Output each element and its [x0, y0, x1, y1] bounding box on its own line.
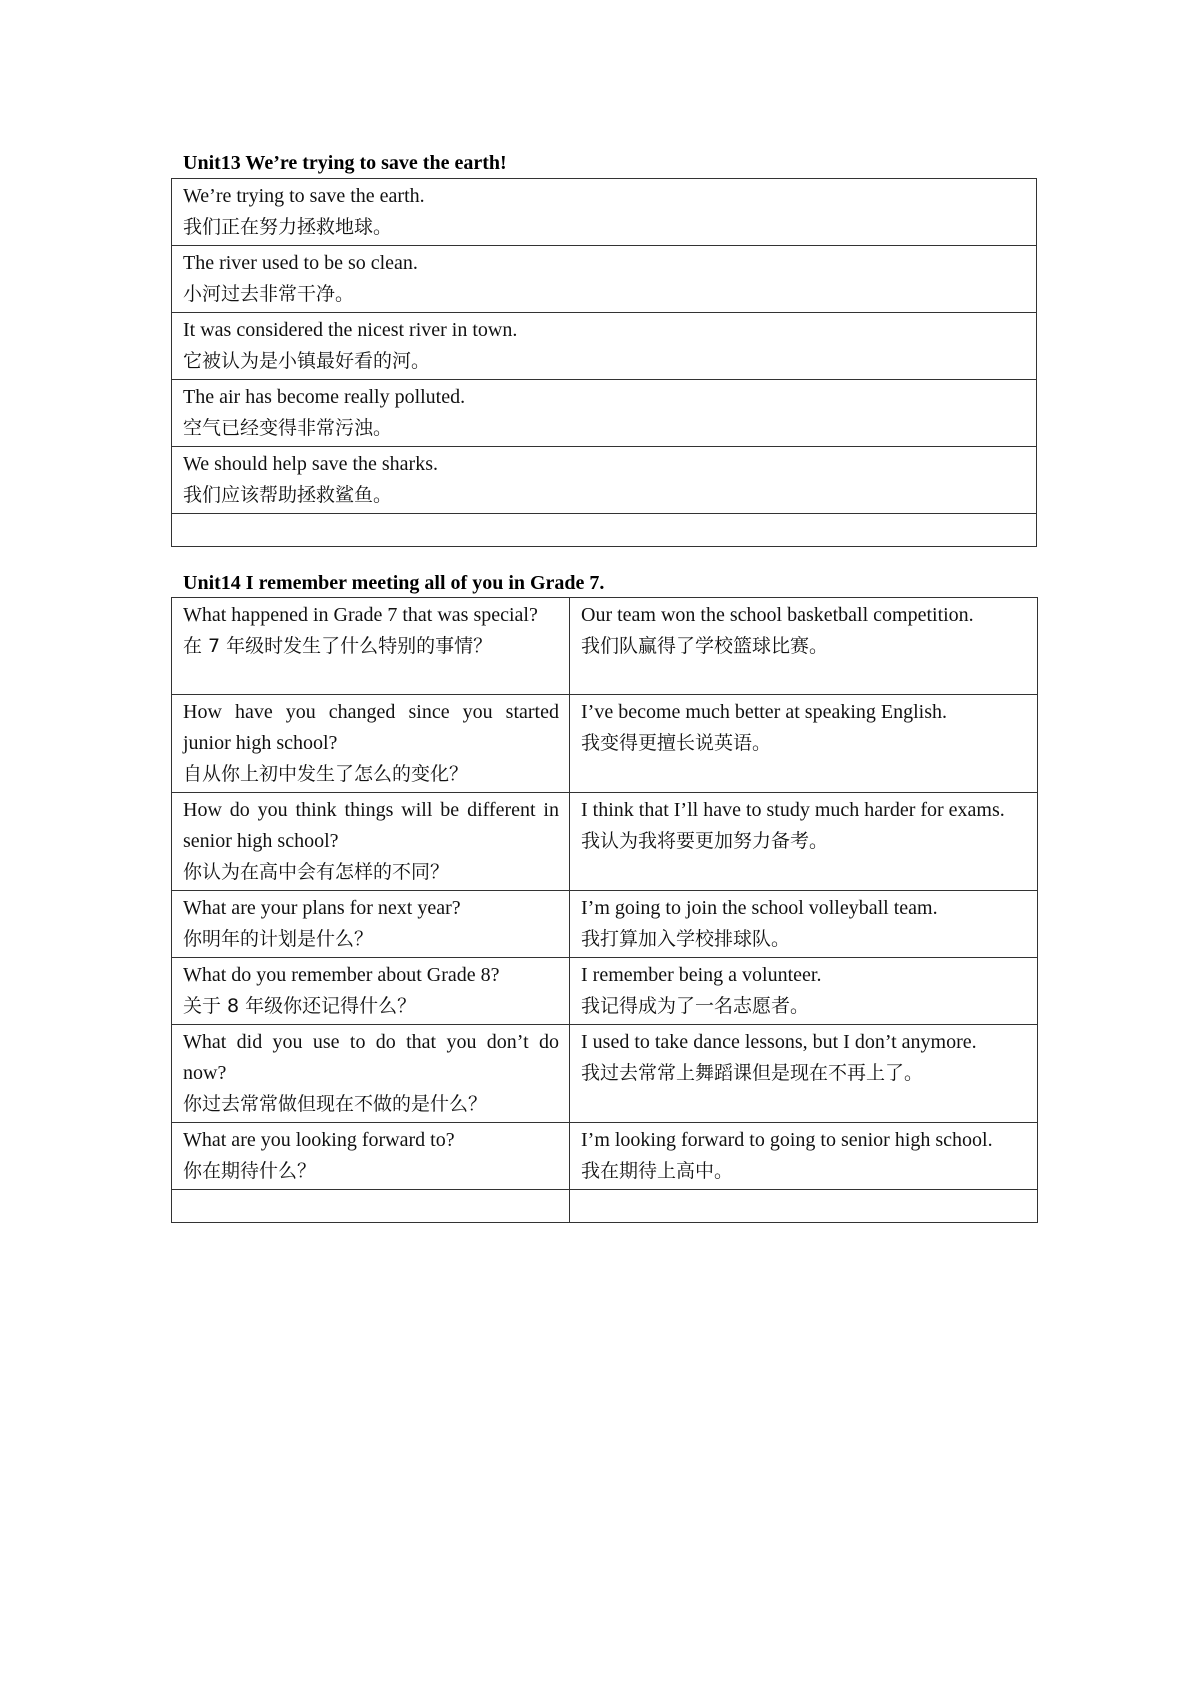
empty-row	[172, 514, 1037, 547]
sentence-cell	[172, 179, 1037, 246]
sentence-cell	[172, 313, 1037, 380]
question-english: What do you remember about Grade 8?	[183, 964, 500, 986]
table-row	[172, 1025, 1038, 1123]
chinese-translation: 小河过去非常干净。	[183, 283, 355, 305]
answer-english: I’m looking forward to going to senior high school.	[581, 1129, 993, 1151]
answer-chinese: 我认为我将要更加努力备考。	[581, 830, 829, 852]
question-chinese: 自从你上初中发生了怎么的变化？	[183, 763, 469, 785]
answer-chinese: 我在期待上高中。	[581, 1160, 734, 1182]
question-english: What happened in Grade 7 that was special?	[183, 604, 538, 626]
question-cell	[172, 891, 570, 958]
answer-chinese: 我过去常常上舞蹈课但是现在不再上了。	[581, 1062, 924, 1084]
question-english: What are your plans for next year?	[183, 897, 461, 919]
question-english: How do you think things will be different in senior high school?	[183, 799, 559, 852]
table-row	[172, 793, 1038, 891]
table-row	[172, 179, 1037, 246]
table-row	[172, 958, 1038, 1025]
unit13-table	[171, 178, 1037, 547]
question-english: How have you changed since you started junior high school?	[183, 701, 559, 754]
empty-cell	[172, 1190, 570, 1223]
english-sentence: It was considered the nicest river in town.	[183, 319, 518, 341]
table-row	[172, 246, 1037, 313]
question-chinese: 关于 8 年级你还记得什么？	[183, 995, 417, 1017]
answer-chinese: 我打算加入学校排球队。	[581, 928, 791, 950]
question-chinese: 你认为在高中会有怎样的不同？	[183, 861, 450, 883]
unit14-table	[171, 597, 1038, 1223]
table-row	[172, 598, 1038, 695]
answer-cell	[570, 695, 1038, 793]
answer-chinese: 我们队赢得了学校篮球比赛。	[581, 635, 829, 657]
answer-english: I remember being a volunteer.	[581, 964, 822, 986]
table-row	[172, 1123, 1038, 1190]
answer-english: I think that I’ll have to study much harder for exams.	[581, 799, 1005, 821]
chinese-translation: 我们应该帮助拯救鲨鱼。	[183, 484, 393, 506]
answer-cell	[570, 1123, 1038, 1190]
answer-cell	[570, 793, 1038, 891]
english-sentence: We’re trying to save the earth.	[183, 185, 425, 207]
empty-row	[172, 1190, 1038, 1223]
question-cell	[172, 695, 570, 793]
answer-cell	[570, 598, 1038, 695]
unit14-title: Unit14 I remember meeting all of you in Grade 7.	[183, 572, 605, 594]
chinese-translation: 它被认为是小镇最好看的河。	[183, 350, 431, 372]
empty-cell	[570, 1190, 1038, 1223]
question-english: What did you use to do that you don’t do now?	[183, 1031, 559, 1084]
answer-cell	[570, 958, 1038, 1025]
table-row	[172, 447, 1037, 514]
answer-cell	[570, 891, 1038, 958]
sentence-cell	[172, 246, 1037, 313]
answer-english: Our team won the school basketball competition.	[581, 604, 974, 626]
question-cell	[172, 958, 570, 1025]
table-row	[172, 695, 1038, 793]
question-chinese: 你在期待什么？	[183, 1160, 317, 1182]
answer-cell	[570, 1025, 1038, 1123]
question-english: What are you looking forward to?	[183, 1129, 455, 1151]
question-chinese: 你过去常常做但现在不做的是什么？	[183, 1093, 488, 1115]
question-cell	[172, 1025, 570, 1123]
table-row	[172, 891, 1038, 958]
question-cell	[172, 598, 570, 695]
unit13-title: Unit13 We’re trying to save the earth!	[183, 152, 507, 174]
sentence-cell	[172, 447, 1037, 514]
chinese-translation: 我们正在努力拯救地球。	[183, 216, 393, 238]
answer-english: I’ve become much better at speaking English.	[581, 701, 947, 723]
empty-cell	[172, 514, 1037, 547]
question-chinese: 你明年的计划是什么？	[183, 928, 374, 950]
answer-english: I’m going to join the school volleyball team.	[581, 897, 938, 919]
english-sentence: We should help save the sharks.	[183, 453, 438, 475]
table-row	[172, 380, 1037, 447]
question-cell	[172, 1123, 570, 1190]
sentence-cell	[172, 380, 1037, 447]
chinese-translation: 空气已经变得非常污浊。	[183, 417, 393, 439]
english-sentence: The river used to be so clean.	[183, 252, 418, 274]
question-cell	[172, 793, 570, 891]
table-row	[172, 313, 1037, 380]
question-chinese: 在 7 年级时发生了什么特别的事情？	[183, 635, 493, 657]
english-sentence: The air has become really polluted.	[183, 386, 466, 408]
answer-chinese: 我变得更擅长说英语。	[581, 732, 772, 754]
answer-chinese: 我记得成为了一名志愿者。	[581, 995, 810, 1017]
answer-english: I used to take dance lessons, but I don’t anymore.	[581, 1031, 977, 1053]
